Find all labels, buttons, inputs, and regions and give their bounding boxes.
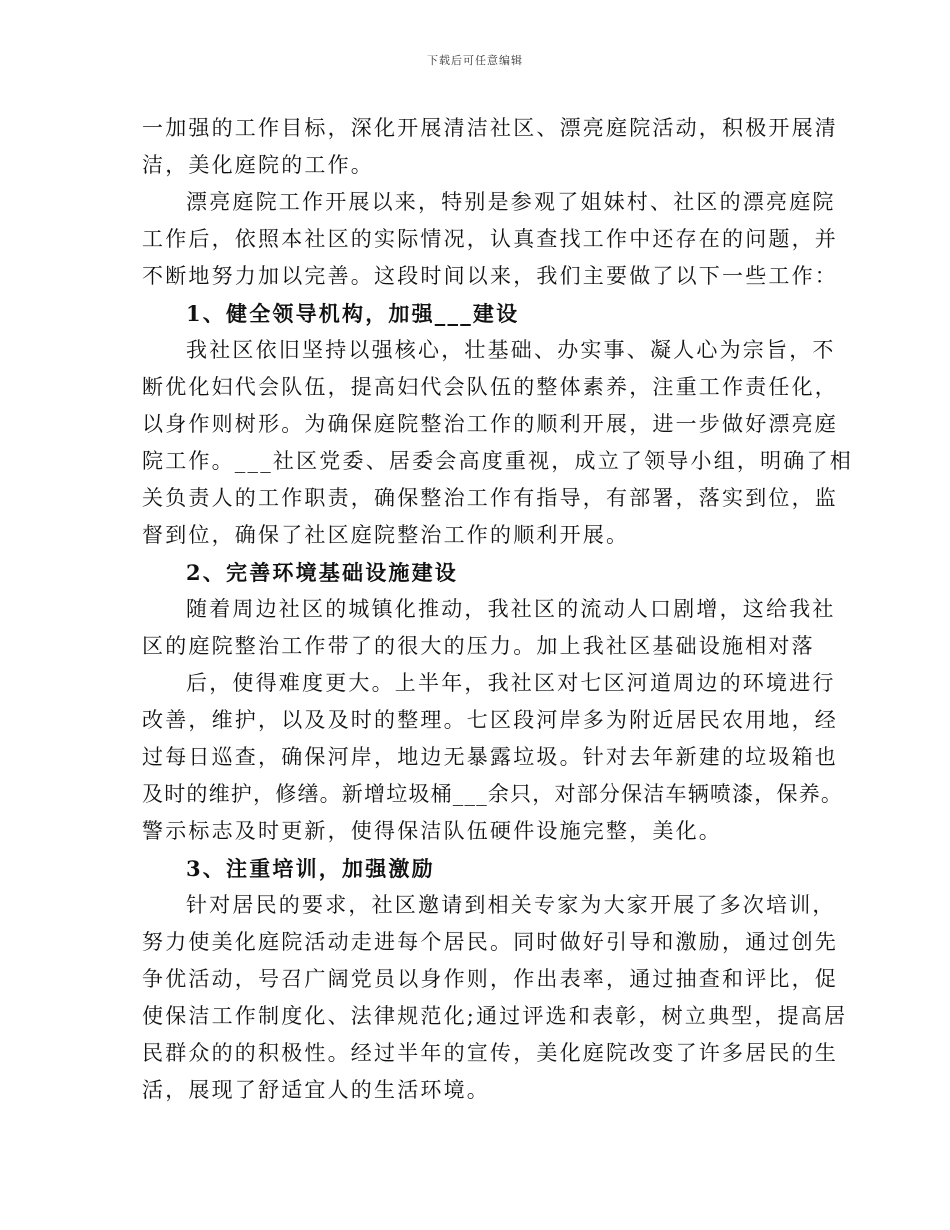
text-line: 区的庭院整治工作带了的很大的压力。加上我社区基础设施相对落	[142, 634, 815, 658]
text-line: 改善，维护，以及及时的整理。七区段河岸多为附近居民农用地，经	[142, 708, 838, 732]
text-line: 关负责人的工作职责，确保整治工作有指导，有部署，落实到位，监	[142, 486, 838, 510]
text-line: 活，展现了舒适宜人的生活环境。	[142, 1078, 490, 1102]
document-body	[142, 110, 853, 1109]
text-line: 努力使美化庭院活动走进每个居民。同时做好引导和激励，通过创先	[142, 930, 838, 954]
text-line: 一加强的工作目标，深化开展清洁社区、漂亮庭院活动，积极开展清	[142, 116, 838, 140]
text-line: 我社区依旧坚持以强核心，壮基础、办实事、凝人心为宗旨，不	[186, 338, 836, 362]
paragraph	[142, 110, 838, 184]
text-line: 院工作。___社区党委、居委会高度重视，成立了领导小组，明确了相	[142, 449, 853, 473]
paragraph	[142, 591, 836, 665]
text-line: 针对居民的要求，社区邀请到相关专家为大家开展了多次培训，	[186, 893, 836, 917]
text-line: 工作后，依照本社区的实际情况，认真查找工作中还存在的问题，并	[142, 227, 838, 251]
text-line: 争优活动，号召广阔党员以身作则，作出表率，通过抽查和评比，促	[142, 967, 838, 991]
paragraph	[142, 184, 838, 295]
text-line: 漂亮庭院工作开展以来，特别是参观了姐妹村、社区的漂亮庭院	[186, 190, 836, 214]
text-line: 督到位，确保了社区庭院整治工作的顺利开展。	[142, 523, 630, 547]
section-heading: 2、完善环境基础设施建设	[186, 560, 459, 585]
text-line: 断优化妇代会队伍，提高妇代会队伍的整体素养，注重工作责任化，	[142, 375, 838, 399]
text-line: 不断地努力加以完善。这段时间以来，我们主要做了以下一些工作：	[142, 264, 838, 288]
text-line: 洁，美化庭院的工作。	[142, 153, 374, 177]
text-line: 以身作则树形。为确保庭院整治工作的顺利开展，进一步做好漂亮庭	[142, 412, 838, 436]
section-heading: 3、注重培训，加强激励	[186, 856, 435, 881]
text-line: 警示标志及时更新，使得保洁队伍硬件设施完整，美化。	[142, 819, 722, 843]
text-line: 使保洁工作制度化、法律规范化;通过评选和表彰，树立典型，提高居	[142, 1004, 848, 1028]
paragraph	[142, 665, 844, 850]
text-line: 过每日巡查，确保河岸，地边无暴露垃圾。针对去年新建的垃圾箱也	[142, 745, 838, 769]
section-heading: 1、健全领导机构，加强___建设	[186, 301, 520, 326]
text-line: 及时的维护，修缮。新增垃圾桶___余只，对部分保洁车辆喷漆，保养。	[142, 782, 844, 806]
text-line: 随着周边社区的城镇化推动，我社区的流动人口剧增，这给我社	[186, 597, 836, 621]
page-header: 下载后可任意编辑	[427, 54, 523, 67]
text-line: 后，使得难度更大。上半年，我社区对七区河道周边的环境进行	[186, 671, 836, 695]
paragraph	[142, 332, 853, 554]
text-line: 民群众的的积极性。经过半年的宣传，美化庭院改变了许多居民的生	[142, 1041, 838, 1065]
paragraph	[142, 887, 848, 1109]
